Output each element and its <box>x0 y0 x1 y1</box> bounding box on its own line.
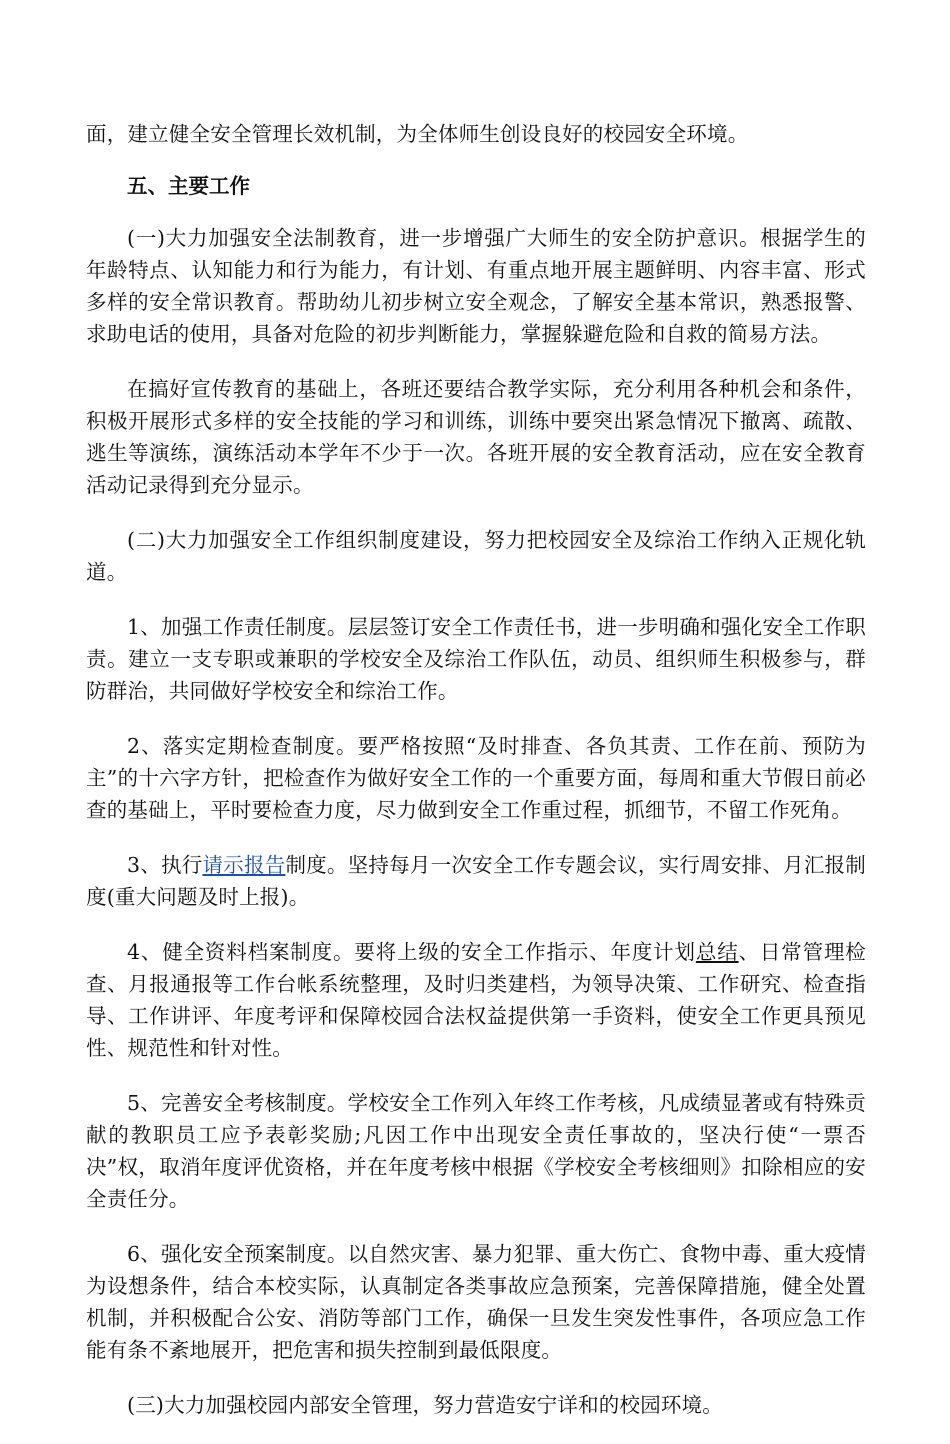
archive-text-pre: 4、健全资料档案制度。要将上级的安全工作指示、年度计划 <box>127 940 696 964</box>
paragraph-drills: 在搞好宣传教育的基础上，各班还要结合教学实际，充分利用各种机会和条件，积极开展形式多样的安全技能的学习和训练，训练中要突出紧急情况下撤离、疏散、逃生等演练，演练活动本学年不少于一次。各班开展的安全教育活动，应在安全教育活动记录得到充分显示。 <box>86 377 866 497</box>
paragraph-archive-system <box>86 936 866 1064</box>
paragraph-item-3: (三)大力加强校园内部安全管理，努力营造安宁详和的校园环境。 <box>127 1393 723 1417</box>
archive-text-post: 、日常管理检查、月报通报等工作台帐系统整理，及时归类建档，为领导决策、工作研究、检查指导、工作讲评、年度考评和保障校园合法权益提供第一手资料，使安全工作更具预见性、规范性和针对性。 <box>86 940 867 1060</box>
reporting-text-pre: 3、执行 <box>127 853 203 877</box>
reporting-text-post: 制度。坚持每月一次安全工作专题会议，实行周安排、月汇报制度(重大问题及时上报)。 <box>86 853 866 909</box>
report-request-link[interactable]: 请示报告 <box>202 853 286 877</box>
paragraph-responsibility-system: 1、加强工作责任制度。层层签订安全工作责任书，进一步明确和强化安全工作职责。建立一支专职或兼职的学校安全及综治工作队伍，动员、组织师生积极参与，群防群治，共同做好学校安全和综治工作。 <box>86 615 866 703</box>
paragraph-reporting-system <box>86 849 866 913</box>
paragraph-contingency-system: 6、强化安全预案制度。以自然灾害、暴力犯罪、重大伤亡、食物中毒、重大疫情为设想条件，结合本校实际，认真制定各类事故应急预案，完善保障措施，健全处置机制，并积极配合公安、消防等部门工作，确保一旦发生突发性事件，各项应急工作能有条不紊地展开，把危害和损失控制到最低限度。 <box>86 1242 866 1362</box>
paragraph-intro-continuation: 面，建立健全安全管理长效机制，为全体师生创设良好的校园安全环境。 <box>86 122 749 146</box>
section-heading-main-work: 五、主要工作 <box>127 174 250 198</box>
document-body <box>86 118 866 1444</box>
paragraph-assessment-system: 5、完善安全考核制度。学校安全工作列入年终工作考核，凡成绩显著或有特殊贡献的教职员工应予表彰奖励;凡因工作中出现安全责任事故的，坚决行使“一票否决”权，取消年度评优资格，并在年度考核中根据《学校安全考核细则》扣除相应的安全责任分。 <box>86 1091 866 1211</box>
paragraph-item-1: (一)大力加强安全法制教育，进一步增强广大师生的安全防护意识。根据学生的年龄特点、认知能力和行为能力，有计划、有重点地开展主题鲜明、内容丰富、形式多样的安全常识教育。帮助幼儿初步树立安全观念，了解安全基本常识，熟悉报警、求助电话的使用，具备对危险的初步判断能力，掌握躲避危险和自救的简易方法。 <box>86 226 866 346</box>
paragraph-item-2: (二)大力加强安全工作组织制度建设，努力把校园安全及综治工作纳入正规化轨道。 <box>86 528 866 584</box>
summary-link[interactable]: 总结 <box>695 940 739 964</box>
paragraph-inspection-system: 2、落实定期检查制度。要严格按照“及时排查、各负其责、工作在前、预防为主”的十六字方针，把检查作为做好安全工作的一个重要方面，每周和重大节假日前必查的基础上，平时要检查力度，尽力做到安全工作重过程，抓细节，不留工作死角。 <box>86 734 866 822</box>
